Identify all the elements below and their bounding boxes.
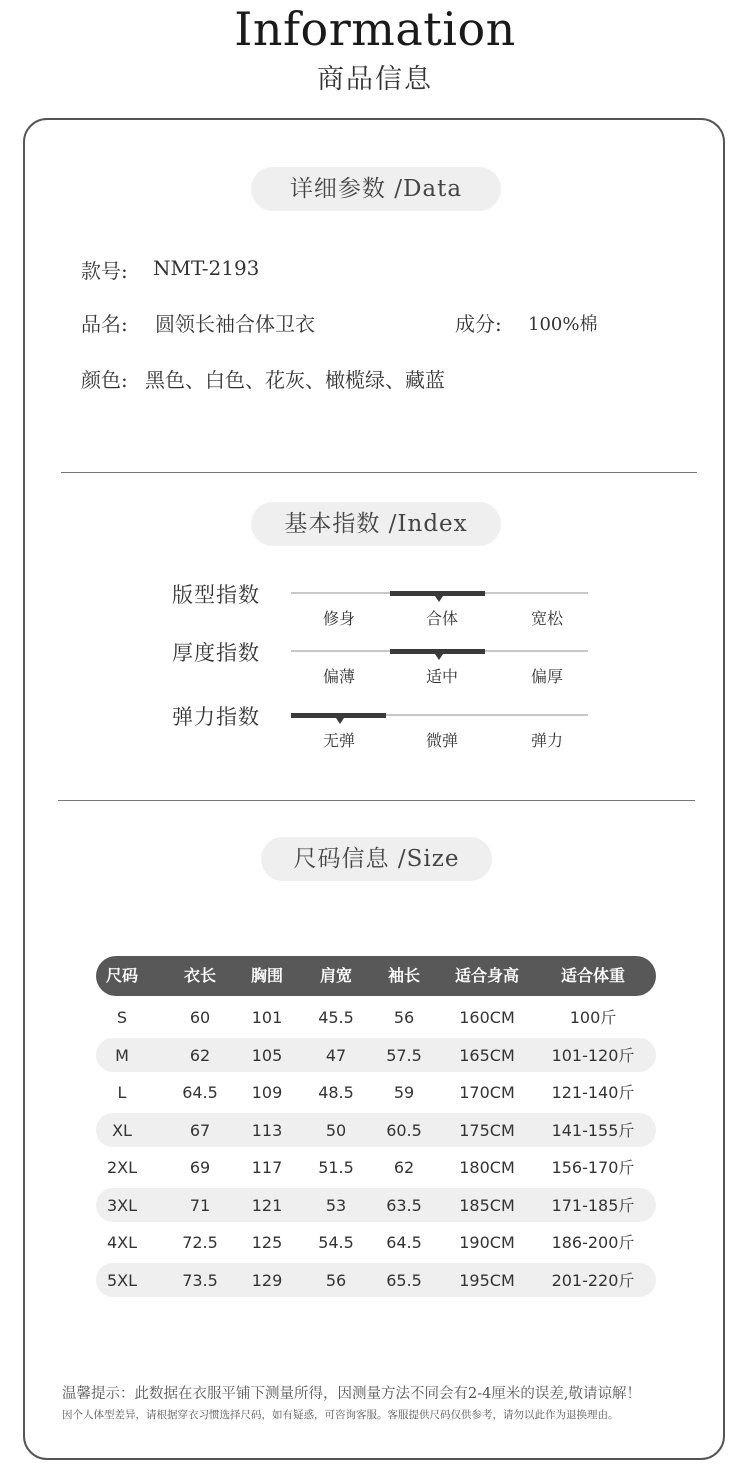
table-cell: 60.5 — [386, 1120, 422, 1140]
table-cell: 53 — [325, 1195, 347, 1215]
table-cell: 156-170斤 — [551, 1158, 635, 1177]
table-cell: 160CM — [459, 1008, 515, 1027]
table-cell: 180CM — [459, 1158, 515, 1177]
table-cell: 129 — [251, 1270, 283, 1290]
table-cell: 73.5 — [182, 1270, 218, 1290]
table-cell: 100斤 — [569, 1008, 617, 1027]
title-chinese: 商品信息 — [317, 64, 433, 95]
table-cell: 71 — [189, 1195, 211, 1215]
index-tick-label: 偏厚 — [530, 667, 563, 686]
index-section-pill: 基本指数 /Index — [251, 502, 501, 546]
table-cell: 170CM — [459, 1083, 515, 1102]
product-name-label: 品名: — [81, 312, 128, 336]
title-english: Information — [234, 2, 516, 56]
index-tick-label: 弹力 — [530, 731, 563, 750]
index-tick-label: 合体 — [425, 609, 458, 628]
index-tick-label: 微弹 — [425, 731, 458, 750]
size-table-column-header: 袖长 — [387, 966, 420, 985]
table-cell: 190CM — [459, 1233, 515, 1252]
table-cell: 57.5 — [386, 1045, 422, 1065]
table-cell: 62 — [189, 1045, 211, 1065]
table-cell: 51.5 — [318, 1158, 354, 1177]
table-cell: 67 — [189, 1120, 211, 1140]
index-label: 厚度指数 — [172, 641, 260, 665]
index-marker-pointer — [435, 596, 443, 602]
table-cell: 175CM — [459, 1120, 515, 1140]
table-cell: 59 — [393, 1083, 415, 1102]
material-value: 100%棉 — [528, 314, 598, 335]
index-marker-pointer — [435, 654, 443, 660]
table-cell: 4XL — [106, 1233, 138, 1252]
table-cell: 2XL — [106, 1158, 138, 1177]
table-cell: 3XL — [106, 1195, 138, 1215]
table-cell: 5XL — [106, 1270, 138, 1290]
style-number-value: NMT-2193 — [153, 256, 260, 280]
size-disclaimer: 因个人体型差异，请根据穿衣习惯选择尺码，如有疑惑，可咨询客服。客服提供尺码仅供参考，请勿以此作为退换理由。 — [62, 1409, 619, 1421]
table-cell: 113 — [251, 1120, 283, 1140]
table-cell: 141-155斤 — [551, 1120, 635, 1140]
color-label: 颜色: — [81, 368, 128, 392]
size-table-column-header: 衣长 — [183, 966, 216, 985]
size-table-column-header: 适合身高 — [454, 966, 519, 985]
table-cell: 125 — [251, 1233, 283, 1252]
table-cell: XL — [112, 1120, 132, 1140]
index-tick-label: 偏薄 — [322, 667, 355, 686]
size-section-pill: 尺码信息 /Size — [261, 837, 492, 881]
table-cell: 60 — [189, 1008, 211, 1027]
index-tick-label: 适中 — [425, 667, 458, 686]
index-label: 版型指数 — [172, 583, 260, 607]
table-cell: 63.5 — [386, 1195, 422, 1215]
section-divider — [61, 472, 697, 473]
table-cell: 50 — [325, 1120, 347, 1140]
table-cell: 47 — [325, 1045, 347, 1065]
table-cell: 165CM — [459, 1045, 515, 1065]
table-cell: 185CM — [459, 1195, 515, 1215]
measurement-note: 温馨提示：此数据在衣服平铺下测量所得，因测量方法不同会有2-4厘米的误差,敬请谅解！ — [62, 1386, 641, 1402]
table-cell: 186-200斤 — [551, 1233, 635, 1252]
index-tick-label: 无弹 — [322, 731, 355, 750]
table-cell: 121-140斤 — [551, 1083, 635, 1102]
table-cell: 56 — [325, 1270, 347, 1290]
table-cell: 69 — [189, 1158, 211, 1177]
table-cell: S — [116, 1008, 128, 1027]
index-label: 弹力指数 — [172, 705, 260, 729]
table-cell: 105 — [251, 1045, 283, 1065]
table-cell: 45.5 — [318, 1008, 354, 1027]
data-section-pill: 详细参数 /Data — [251, 167, 501, 211]
table-cell: 56 — [393, 1008, 415, 1027]
product-name-value: 圆领长袖合体卫衣 — [155, 312, 315, 336]
index-tick-label: 修身 — [322, 609, 355, 628]
index-tick-label: 宽松 — [530, 609, 563, 628]
table-cell: 65.5 — [386, 1270, 422, 1290]
table-cell: 101 — [251, 1008, 283, 1027]
table-cell: 72.5 — [182, 1233, 218, 1252]
size-table-column-header: 肩宽 — [319, 966, 352, 985]
table-cell: 117 — [251, 1158, 283, 1177]
table-cell: 54.5 — [318, 1233, 354, 1252]
table-cell: 64.5 — [182, 1083, 218, 1102]
index-marker-pointer — [336, 718, 344, 724]
style-number-label: 款号: — [81, 259, 128, 283]
size-table-column-header: 胸围 — [250, 966, 283, 985]
table-cell: 101-120斤 — [551, 1045, 635, 1065]
table-cell: 62 — [393, 1158, 415, 1177]
section-divider — [58, 800, 695, 801]
table-cell: L — [117, 1083, 127, 1102]
table-cell: 195CM — [459, 1270, 515, 1290]
size-table-column-header: 尺码 — [105, 966, 138, 985]
table-cell: 171-185斤 — [551, 1195, 635, 1215]
color-value: 黑色、白色、花灰、橄榄绿、藏蓝 — [145, 368, 445, 392]
table-cell: M — [115, 1045, 129, 1065]
table-cell: 48.5 — [318, 1083, 354, 1102]
table-cell: 64.5 — [386, 1233, 422, 1252]
table-cell: 109 — [251, 1083, 283, 1102]
table-cell: 121 — [251, 1195, 283, 1215]
size-table-column-header: 适合体重 — [560, 966, 625, 985]
table-cell: 201-220斤 — [551, 1270, 635, 1290]
material-label: 成分: — [455, 312, 502, 336]
